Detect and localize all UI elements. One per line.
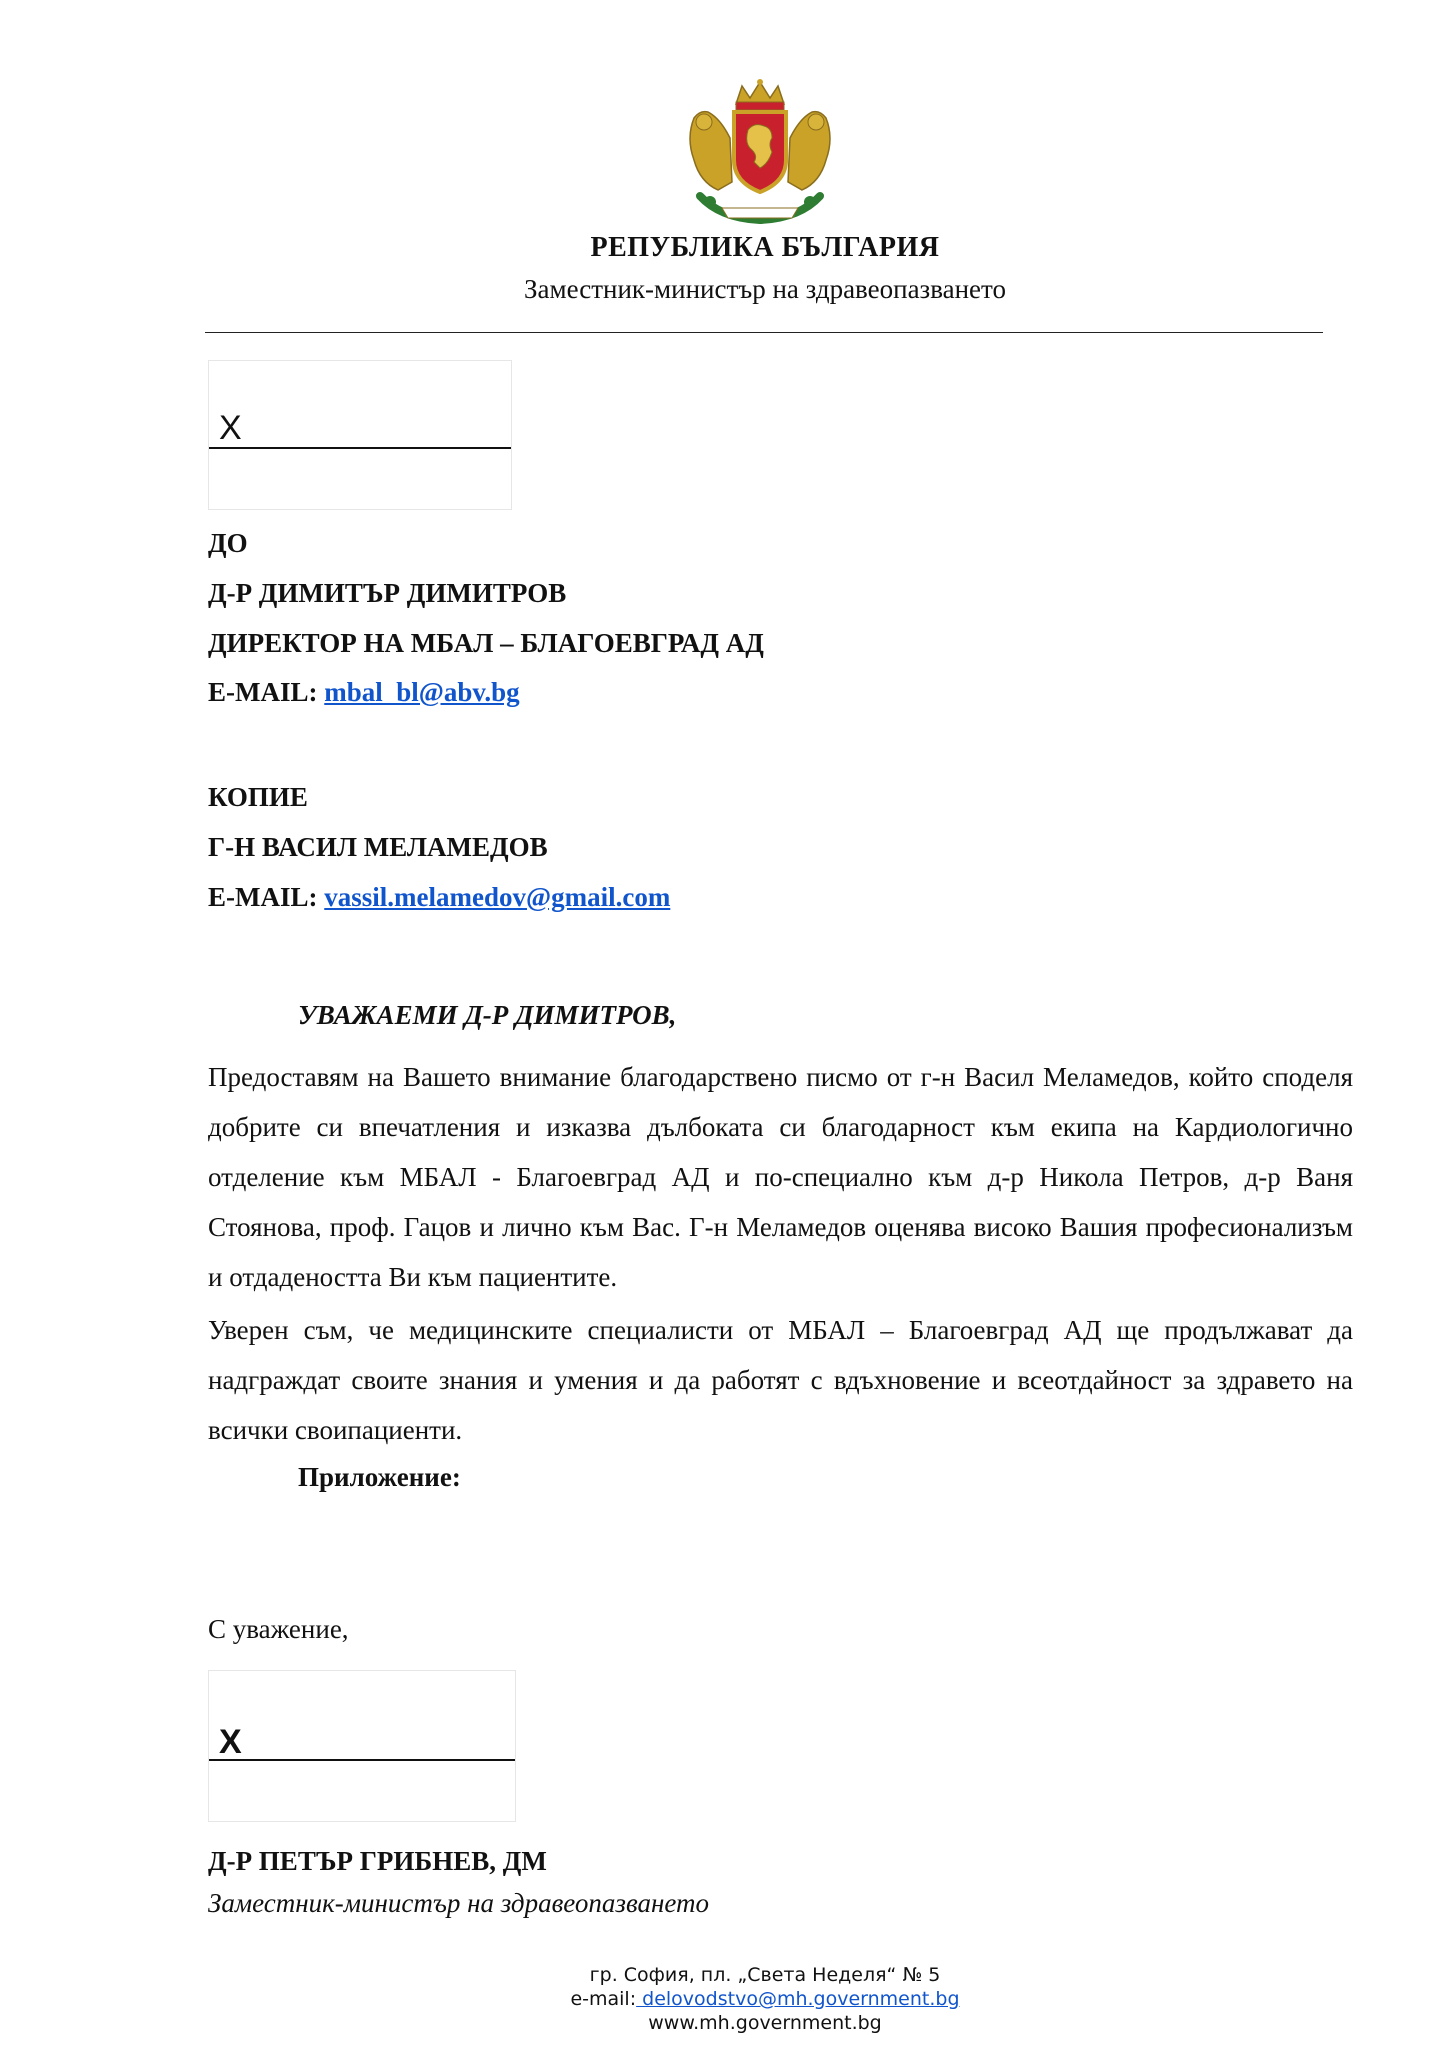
copy-email-link[interactable]: vassil.melamedov@gmail.com (324, 882, 671, 912)
recipient-position: ДИРЕКТОР НА МБАЛ – БЛАГОЕВГРАД АД (208, 628, 764, 658)
footer-website[interactable]: www.mh.government.bg (648, 2012, 882, 2034)
signer-title: Заместник-министър на здравеопазването (208, 1888, 710, 1918)
signature-mark: X (219, 409, 242, 447)
copy-email-row (208, 882, 670, 913)
salutation: УВАЖАЕМИ Д-Р ДИМИТРОВ, (298, 1000, 677, 1030)
signature-box-top[interactable] (208, 360, 512, 510)
copy-name: Г-Н ВАСИЛ МЕЛАМЕДОВ (208, 832, 548, 862)
recipient-email-link[interactable]: mbal_bl@abv.bg (324, 677, 520, 707)
recipient-email-row (208, 677, 520, 708)
recipient-name: Д-Р ДИМИТЪР ДИМИТРОВ (208, 578, 567, 608)
body-paragraph-1: Предоставям на Вашето внимание благодарствено писмо от г-н Васил Меламедов, който споделя добрите си впечатления и изказва дълбоката си благодарност към екипа на Кардиологично отделение към МБАЛ - Благоевград АД и по-специално към д-р Никола Петров, д-р Ваня Стоянова, проф. Гацов и лично към Вас. Г-н Меламедов оценява високо Вашия професионализъм и отдадеността Ви към пациентите. (208, 1062, 1353, 1292)
footer-email-row (0, 1988, 1448, 2010)
signer-name: Д-Р ПЕТЪР ГРИБНЕВ, ДМ (208, 1846, 547, 1876)
recipient-email-label: E-MAIL: (208, 677, 318, 707)
closing-regards: С уважение, (208, 1614, 349, 1644)
page-title: РЕПУБЛИКА БЪЛГАРИЯ (590, 232, 940, 263)
body-paragraph-2: Уверен съм, че медицинските специалисти от МБАЛ – Благоевград АД ще продължават да надграждат своите знания и умения и да работят с вдъхновение и всеотдайност за здравето на всички своипациенти. (208, 1315, 1353, 1445)
footer-email-label: e-mail: (570, 1988, 637, 2010)
header-divider (205, 332, 1323, 333)
signature-box-bottom[interactable] (208, 1670, 516, 1822)
signature-mark: X (219, 1723, 242, 1761)
signature-line (209, 1759, 515, 1761)
footer-email-link[interactable]: delovodstvo@mh.government.bg (636, 1988, 960, 2010)
footer-address: гр. София, пл. „Света Неделя“ № 5 (589, 1964, 941, 1986)
copy-email-label: E-MAIL: (208, 882, 318, 912)
annex-label: Приложение: (298, 1462, 461, 1492)
copy-label: КОПИЕ (208, 782, 308, 812)
coat-of-arms-icon (680, 78, 840, 228)
recipient-to-label: ДО (208, 528, 248, 558)
page-subtitle: Заместник-министър на здравеопазването (524, 274, 1006, 304)
signature-line (209, 447, 511, 449)
